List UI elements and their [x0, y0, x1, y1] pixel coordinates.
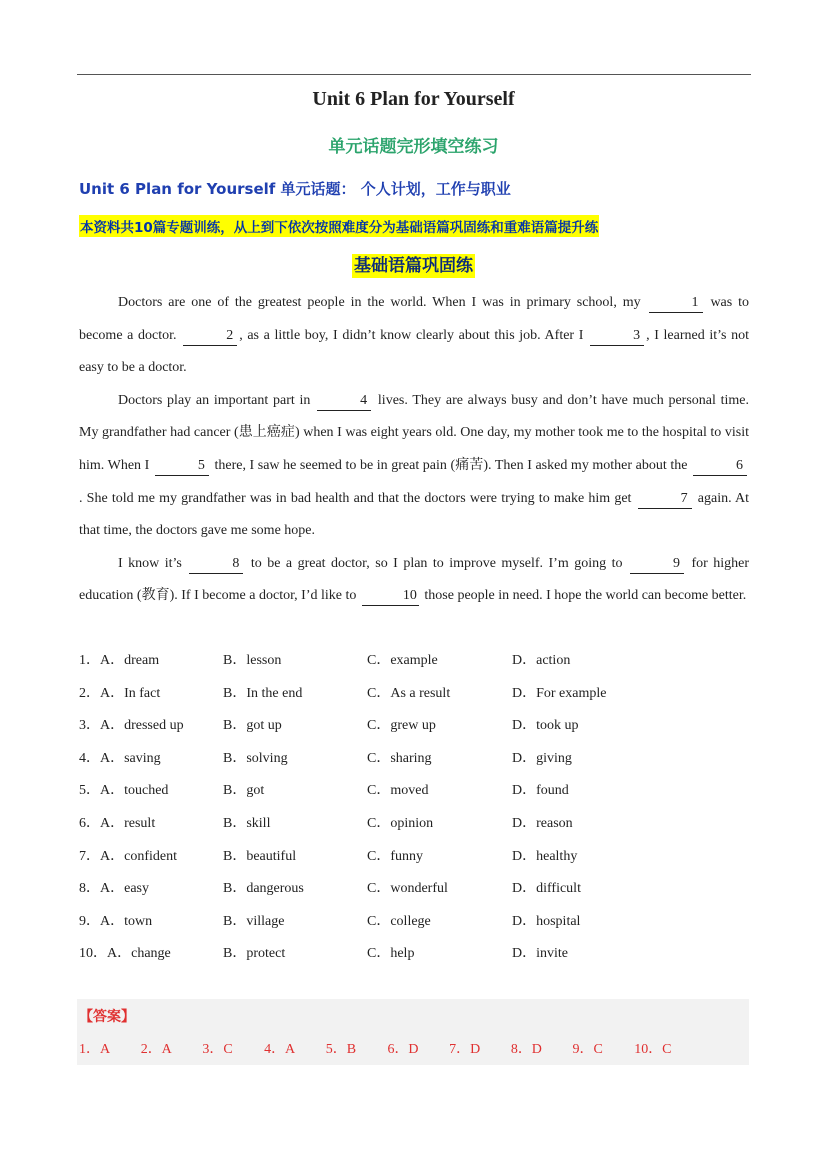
option-c: C．college: [367, 913, 431, 929]
option-d: D．found: [512, 783, 569, 799]
material-notice: 本资料共10篇专题训练，从上到下依次按照难度分为基础语篇巩固练和重难语篇提升练: [79, 215, 599, 237]
option-b: B．village: [223, 913, 285, 929]
question-options: [79, 645, 759, 971]
header-rule: [77, 74, 751, 75]
option-b: B．skill: [223, 815, 271, 831]
option-b: B．protect: [223, 946, 286, 962]
passage-paragraph-3: I know it’s 8 to be a great doctor, so I plan to improve myself. I’m going to 9 for higher education (教育). If I become a doctor, I’d like to 10 those people in need. I hope the world can become better.: [79, 548, 749, 613]
blank-3: 3: [590, 327, 644, 346]
option-d: D．took up: [512, 718, 579, 734]
option-b: B．dangerous: [223, 881, 304, 897]
blank-10: 10: [362, 587, 419, 606]
question-row: 2．A．In fact B．In the end C．As a result D．For example: [79, 678, 759, 711]
option-c: C．opinion: [367, 815, 434, 831]
answer-label: 【答案】: [79, 1009, 135, 1025]
answer-item: 4．A: [264, 1042, 296, 1057]
answer-item: 8．D: [510, 1042, 542, 1057]
option-c: C．help: [367, 946, 415, 962]
unit-topic: Unit 6 Plan for Yourself 单元话题： 个人计划，工作与职业: [79, 180, 511, 198]
answer-item: 3．C: [202, 1042, 233, 1057]
blank-2: 2: [183, 327, 237, 346]
blank-4: 4: [317, 392, 371, 411]
option-c: C．moved: [367, 783, 429, 799]
answer-item: 5．B: [325, 1042, 357, 1057]
passage-paragraph-1: Doctors are one of the greatest people in the world. When I was in primary school, my 1 was to become a doctor. 2 , as a little boy, I didn’t know clearly about this job. After I 3 , I learned it’s not easy to be a doctor.: [79, 295, 750, 376]
answer-box: [77, 999, 749, 1065]
option-c: C．funny: [367, 848, 423, 864]
option-c: C．sharing: [367, 750, 432, 766]
option-d: D．reason: [512, 815, 573, 831]
passage-paragraph-2: Doctors play an important part in 4 lives. They are always busy and don’t have much personal time. My grandfather had cancer (患上癌症) when I was eight years old. One day, my mother took me to the hospital to visit him. When I 5 there, I saw he seemed to be in great pain (痛苦). Then I asked my mother about the 6. She told me my grandfather was in bad health and that the doctors were trying to make him get 7 again. At that time, the doctors gave me some hope.: [79, 392, 750, 539]
cloze-passage: [79, 287, 749, 613]
answer-item: 10．C: [634, 1042, 672, 1057]
question-row: 4．A．saving B．solving C．sharing D．giving: [79, 743, 759, 776]
option-c: C．As a result: [367, 685, 451, 701]
option-b: B．got: [223, 783, 265, 799]
question-row: 9．A．town B．village C．college D．hospital: [79, 906, 759, 939]
page-subtitle: 单元话题完形填空练习: [328, 137, 499, 157]
question-row: 8．A．easy B．dangerous C．wonderful D．difficult: [79, 873, 759, 906]
question-row: 10．A．change B．protect C．help D．invite: [79, 938, 759, 971]
option-d: D．hospital: [512, 913, 581, 929]
option-b: B．got up: [223, 718, 282, 734]
question-row: 7．A．confident B．beautiful C．funny D．healthy: [79, 841, 759, 874]
blank-9: 9: [630, 555, 684, 574]
blank-7: 7: [638, 490, 692, 509]
question-row: 6．A．result B．skill C．opinion D．reason: [79, 808, 759, 841]
option-d: D．healthy: [512, 848, 578, 864]
blank-6: 6: [693, 457, 747, 476]
option-d: D．invite: [512, 946, 568, 962]
option-d: D．For example: [512, 685, 607, 701]
answer-item: 1．A: [79, 1042, 111, 1057]
blank-1: 1: [649, 294, 703, 313]
question-row: 5．A．touched B．got C．moved D．found: [79, 775, 759, 808]
option-c: C．example: [367, 653, 438, 668]
blank-5: 5: [155, 457, 209, 476]
option-d: D．difficult: [512, 881, 581, 897]
answer-item: 7．D: [449, 1042, 481, 1057]
answer-item: 9．C: [572, 1042, 603, 1057]
blank-8: 8: [189, 555, 243, 574]
page-title: Unit 6 Plan for Yourself: [312, 88, 515, 110]
option-d: D．action: [512, 653, 571, 668]
question-row: 3．A．dressed up B．got up C．grew up D．took up: [79, 710, 759, 743]
option-c: C．wonderful: [367, 881, 448, 897]
answer-item: 6．D: [387, 1042, 419, 1057]
section-heading: 基础语篇巩固练: [354, 256, 473, 276]
answer-list: [79, 1038, 696, 1058]
answer-item: 2．A: [140, 1042, 172, 1057]
option-b: B．solving: [223, 750, 288, 766]
option-b: B．beautiful: [223, 848, 297, 864]
option-b: B．lesson: [223, 653, 282, 668]
question-row: 1．A．dream B．lesson C．example D．action: [79, 645, 759, 678]
option-b: B．In the end: [223, 685, 303, 701]
option-d: D．giving: [512, 750, 572, 766]
option-c: C．grew up: [367, 718, 436, 734]
